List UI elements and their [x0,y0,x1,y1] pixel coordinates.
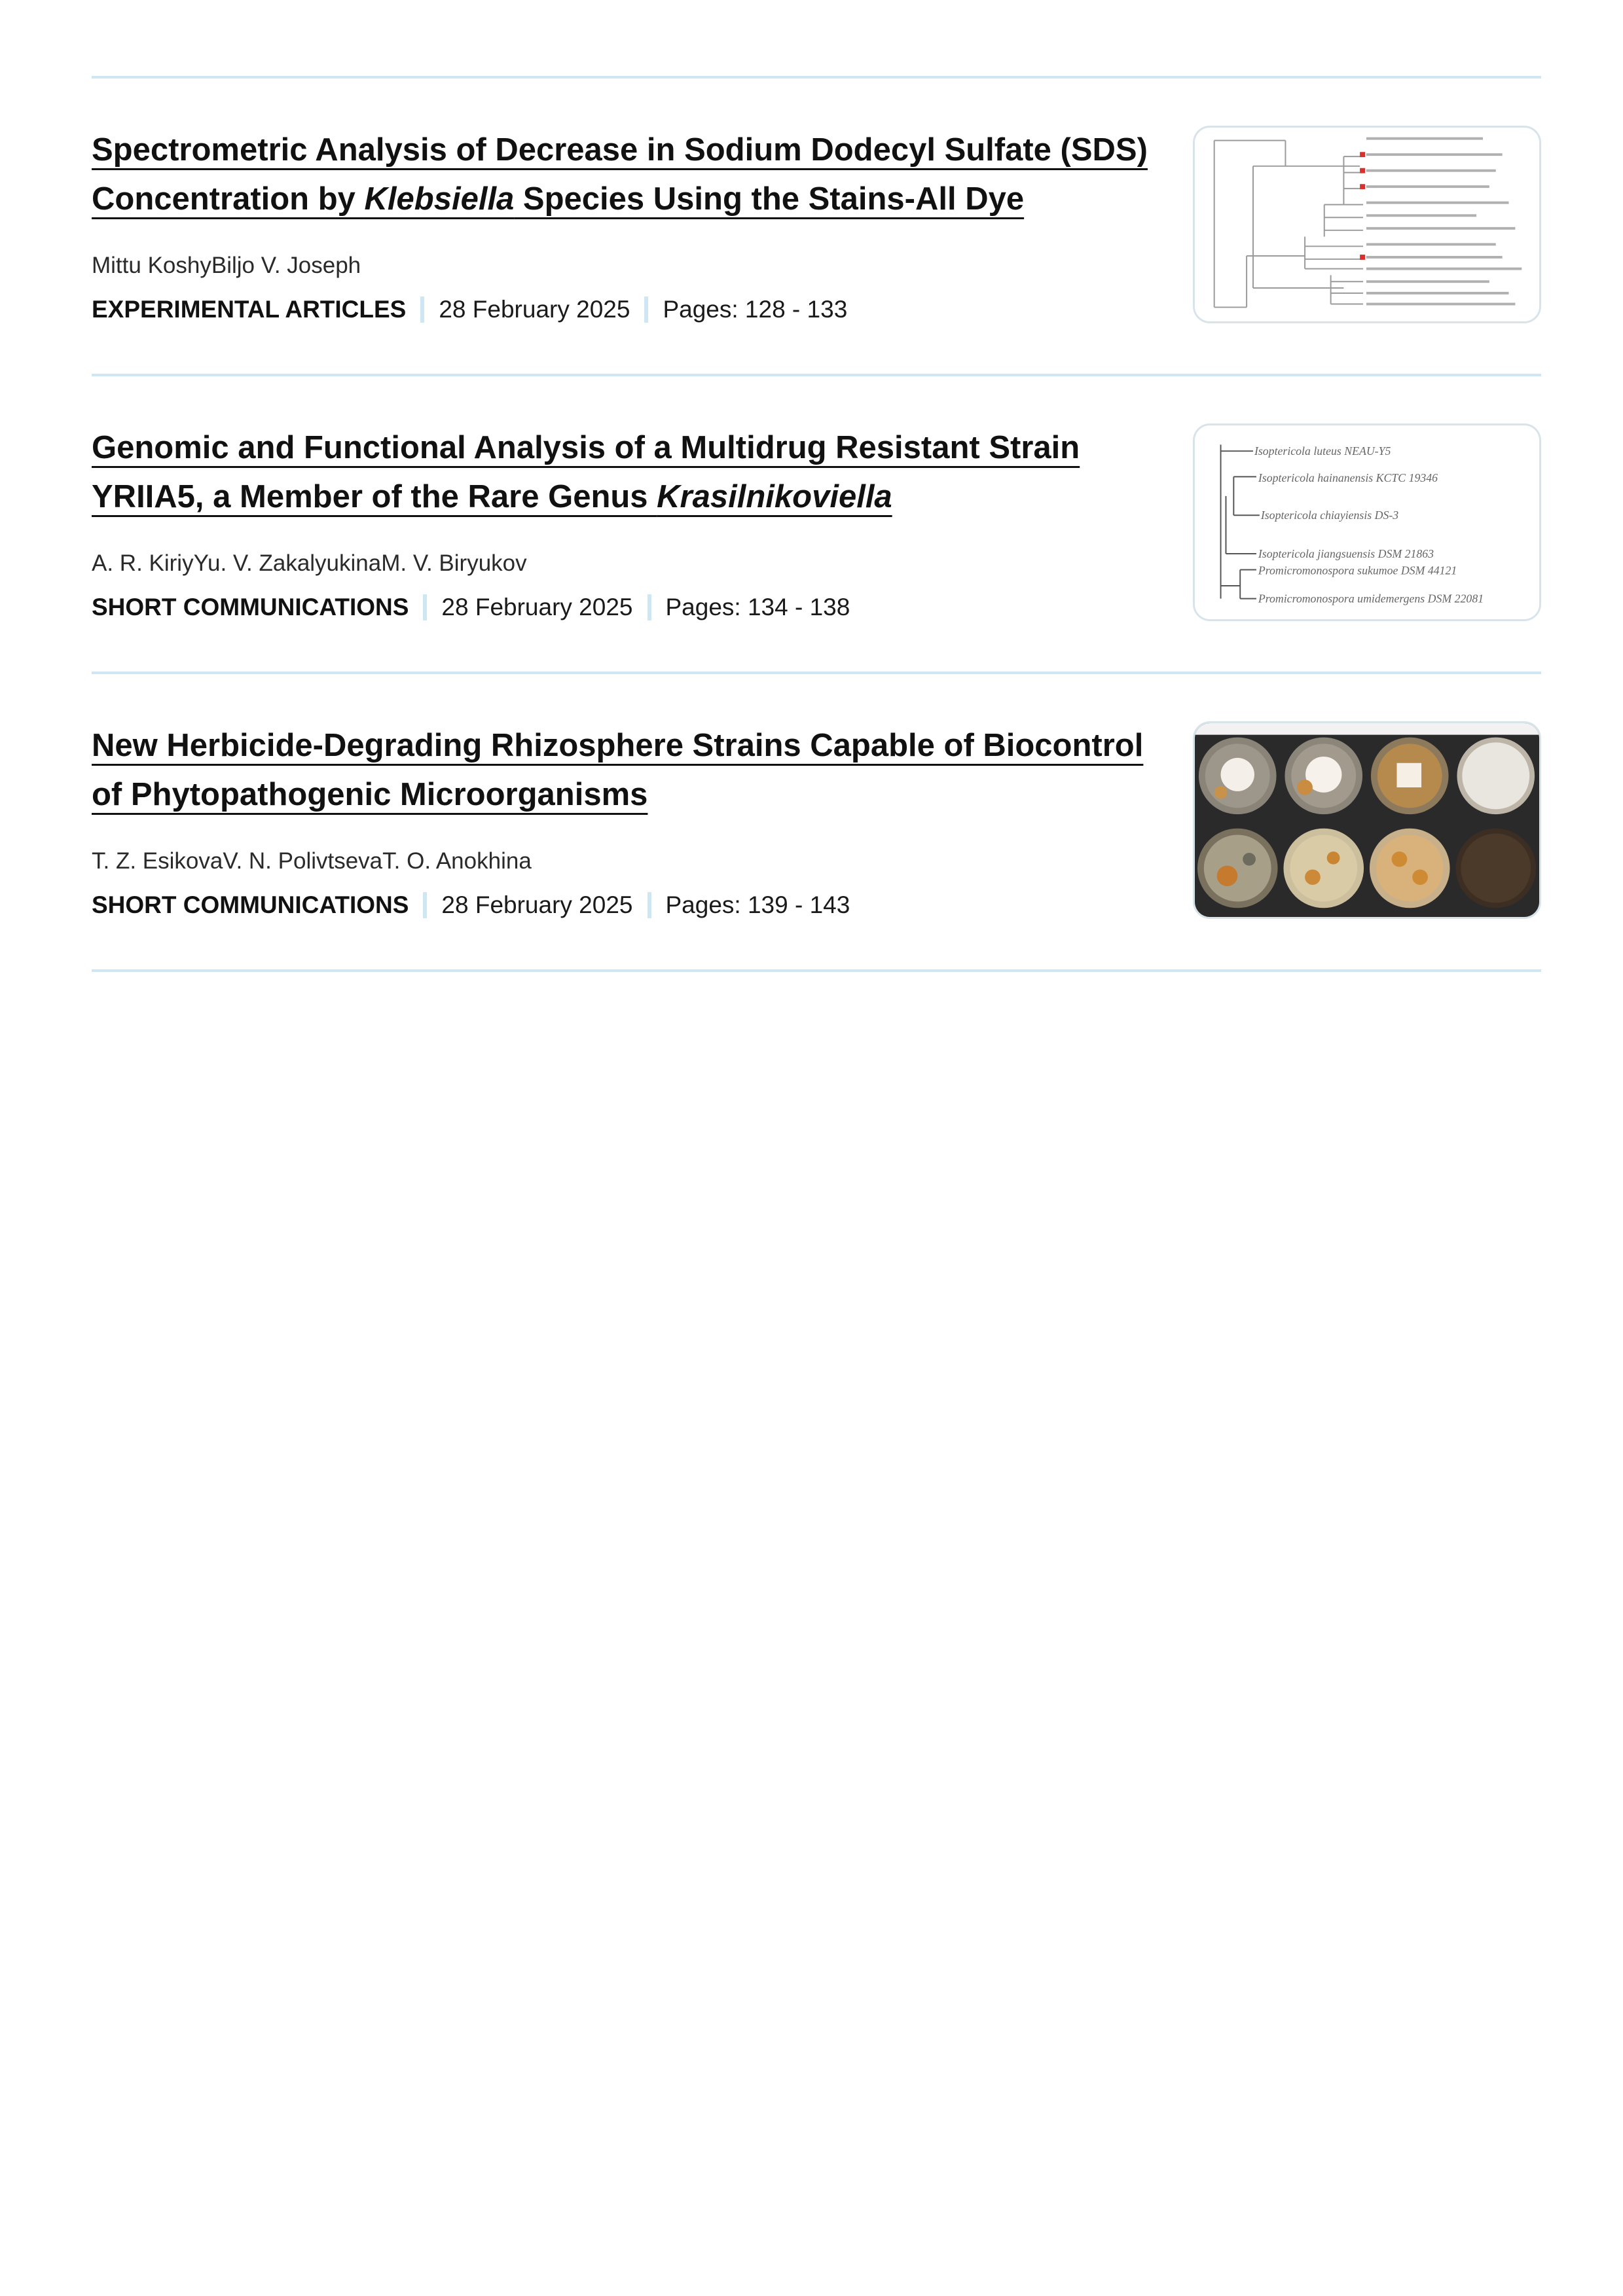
article-item [92,674,1541,969]
article-authors: T. Z. EsikovaV. N. PolivtsevaT. O. Anokhina [92,848,532,874]
meta-separator [647,892,651,918]
article-date: 28 February 2025 [441,891,633,918]
tree-label: Isoptericola jiangsuensis DSM 21863 [1258,547,1434,560]
article-title-link[interactable]: Genomic and Functional Analysis of a Multidrug Resistant Strain YRIIA5, a Member of the Rare Genus Krasilnikoviella [92,430,1080,514]
article-meta [92,293,1165,326]
article-item [92,376,1541,672]
article-authors: A. R. KiriyYu. V. ZakalyukinaM. V. Biryukov [92,550,527,576]
phylogenetic-tree-image [1195,425,1539,619]
meta-separator [420,296,424,323]
article-thumbnail[interactable] [1193,423,1541,621]
tree-label: Isoptericola luteus NEAU-Y5 [1254,444,1391,458]
tree-label: Promicromonospora sukumoe DSM 44121 [1258,564,1457,577]
meta-separator [647,594,651,620]
article-pages: Pages: 139 - 143 [665,891,850,918]
article-date: 28 February 2025 [439,296,630,323]
article-pages: Pages: 128 - 133 [663,296,848,323]
phylogenetic-tree-image [1195,128,1539,321]
meta-separator [423,594,427,620]
article-section: SHORT COMMUNICATIONS [92,891,409,918]
article-date: 28 February 2025 [441,594,633,620]
article-section: EXPERIMENTAL ARTICLES [92,296,407,323]
tree-label: Isoptericola chiayiensis DS-3 [1260,509,1399,522]
article-title-link[interactable]: Spectrometric Analysis of Decrease in Sodium Dodecyl Sulfate (SDS) Concentration by Klebsiella Species Using the Stains-All Dye [92,132,1148,217]
article-title-link[interactable]: New Herbicide-Degrading Rhizosphere Strains Capable of Biocontrol of Phytopathogenic Microorganisms [92,728,1144,812]
meta-separator [644,296,648,323]
article-item [92,79,1541,374]
article-text [92,721,1165,922]
tree-label: Promicromonospora umidemergens DSM 22081 [1258,592,1484,605]
article-text [92,423,1165,624]
tree-label: Isoptericola hainanensis KCTC 19346 [1258,471,1438,485]
article-thumbnail[interactable] [1193,721,1541,919]
article-list [92,76,1541,972]
article-section: SHORT COMMUNICATIONS [92,594,409,620]
article-meta [92,591,1165,624]
divider [92,969,1541,972]
article-pages: Pages: 134 - 138 [665,594,850,620]
article-authors: Mittu KoshyBiljo V. Joseph [92,253,361,278]
meta-separator [423,892,427,918]
article-thumbnail[interactable] [1193,126,1541,323]
article-meta [92,889,1165,922]
petri-dish-image [1195,723,1539,917]
article-text [92,126,1165,326]
